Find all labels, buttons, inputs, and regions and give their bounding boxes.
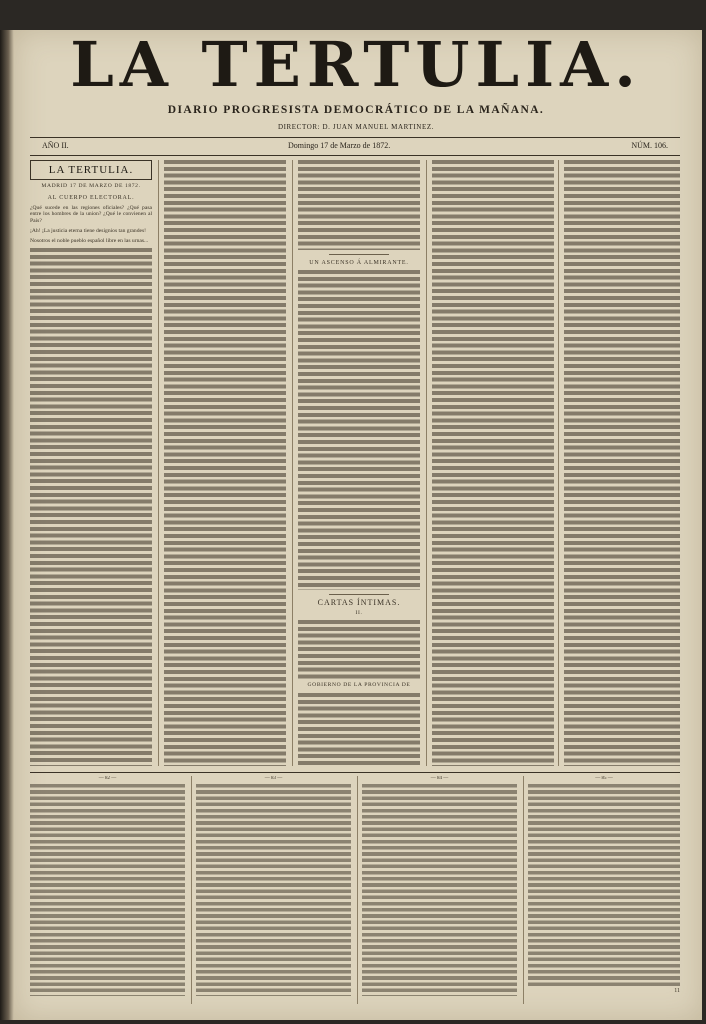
column-3-body-text-end (298, 693, 420, 766)
column-box-title: LA TERTULIA. (30, 160, 152, 180)
folletin-page-number: — 82 — (98, 776, 117, 781)
section-heading-cartas: CARTAS ÍNTIMAS. (317, 597, 401, 607)
section-heading-almirante: UN ASCENSO Á ALMIRANTE. (309, 260, 409, 266)
column-3-body-text-top (298, 160, 420, 250)
masthead-subtitle: DIARIO PROGRESISTA DEMOCRÁTICO DE LA MAÑANA. (167, 104, 545, 116)
section-divider (329, 594, 389, 595)
folletin-rule (357, 776, 358, 1004)
book-spine (0, 30, 14, 1020)
roman-numeral-II: II. (355, 609, 363, 616)
issue-date: Domingo 17 de Marzo de 1872. (288, 141, 391, 150)
column-5-body-text (564, 160, 680, 766)
dateline-bar (30, 137, 680, 156)
column-rule (292, 160, 293, 766)
page-mark: 11 (674, 988, 680, 995)
folletin-column-2 (196, 776, 351, 1004)
folletin-page-number: — 83 — (264, 776, 283, 781)
column-rule (558, 160, 559, 766)
column-dateline: MADRID 17 DE MARZO DE 1872. (41, 183, 141, 189)
folletin-text (30, 784, 185, 996)
year-label: AÑO II. (42, 141, 69, 150)
director-line: DIRECTOR: D. JUAN MANUEL MARTINEZ. (277, 123, 435, 131)
folletin-section (30, 776, 680, 1008)
masthead-title: LA TERTULIA. (70, 28, 642, 101)
paragraph-1: ¿Qué sucede en las regiones oficiales? ¿Qué pasa entre los hombres de la union? ¿Qué le convienen al País? (30, 204, 152, 225)
column-2 (164, 160, 286, 766)
column-3-body-text-low (298, 620, 420, 680)
folletin-column-1 (30, 776, 185, 1004)
section-heading-electoral: AL CUERPO ELECTORAL. (47, 194, 135, 201)
column-2-body-text (164, 160, 286, 766)
column-1 (30, 160, 152, 766)
subheading-gobierno: GOBIERNO DE LA PROVINCIA DE (307, 682, 411, 689)
section-divider (329, 254, 389, 255)
column-1-body-text (30, 248, 152, 766)
column-4 (432, 160, 554, 766)
folletin-text (362, 784, 517, 996)
folletin-rule (191, 776, 192, 1004)
column-5 (564, 160, 680, 766)
issue-number: NÚM. 106. (631, 141, 668, 150)
folletin-text (528, 784, 680, 988)
paragraph-2: ¡Ah! ¡La justicia eterna tiene designios tan grandes! (30, 227, 147, 234)
column-rule (426, 160, 427, 766)
folletin-page-number: — 85 — (595, 776, 613, 781)
folletin-page-number: — 84 — (430, 776, 449, 781)
folletin-column-4 (528, 776, 680, 1004)
folletin-separator (30, 772, 680, 773)
paragraph-3: Nosotros el noble pueblo español libre en las urnas... (30, 237, 149, 244)
column-4-body-text (432, 160, 554, 766)
folletin-text (196, 784, 351, 996)
folletin-column-3 (362, 776, 517, 1004)
article-columns (30, 160, 680, 772)
column-rule (158, 160, 159, 766)
folletin-rule (523, 776, 524, 1004)
column-3-body-text-mid (298, 270, 420, 590)
column-3 (298, 160, 420, 766)
